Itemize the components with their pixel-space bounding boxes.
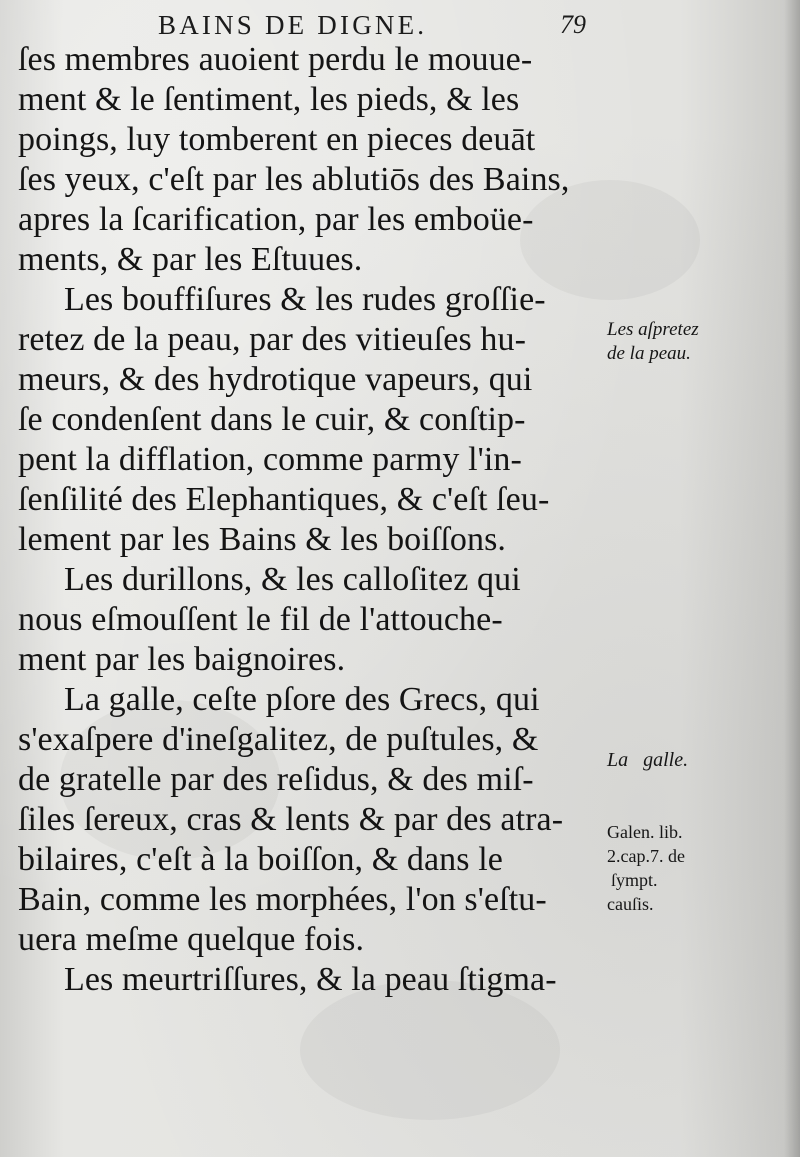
margin-note-galle <box>607 748 688 772</box>
body-text <box>18 40 598 1000</box>
text-line: lement par les Bains & les boiſſons. <box>18 521 507 558</box>
margin-note-line: ſympt. <box>611 870 658 890</box>
running-head: BAINS DE DIGNE. <box>158 10 428 40</box>
page-edge-shadow <box>784 0 800 1157</box>
text-line: poings, luy tomberent en pieces deuāt <box>18 121 536 158</box>
text-line: pent la difflation, comme parmy l'in- <box>18 441 522 478</box>
text-line: ſes yeux, c'eſt par les ablutiōs des Bains, <box>18 161 570 198</box>
text-line: retez de la peau, par des vitieuſes hu- <box>18 321 527 358</box>
text-line: s'exaſpere d'ineſgalitez, de puſtules, & <box>18 721 539 758</box>
text-line: bilaires, c'eſt à la boiſſon, & dans le <box>18 841 503 878</box>
paragraph-start-line: Les meurtriſſures, & la peau ſtigma- <box>64 961 557 998</box>
paragraph-start-line: Les durillons, & les calloſitez qui <box>64 561 521 598</box>
text-line: ſenſilité des Elephantiques, & c'eſt ſeu- <box>18 481 550 518</box>
margin-note-galen-reference <box>607 820 685 916</box>
margin-note-line: La galle. <box>607 749 689 771</box>
text-line: ſe condenſent dans le cuir, & conſtip- <box>18 401 526 438</box>
margin-note-asperites <box>607 318 699 366</box>
paper-stain <box>300 980 560 1120</box>
page-number: 79 <box>560 10 586 39</box>
text-line: Bain, comme les morphées, l'on s'eſtu- <box>18 881 547 918</box>
margin-note-line: cauſis. <box>607 894 654 914</box>
text-line: ments, & par les Eſtuues. <box>18 241 363 278</box>
paragraph-start-line: La galle, ceſte pſore des Grecs, qui <box>64 681 540 718</box>
page-header <box>150 6 610 40</box>
text-line: meurs, & des hydrotique vapeurs, qui <box>18 361 533 398</box>
text-line: apres la ſcarification, par les emboüe- <box>18 201 534 238</box>
margin-note-line: de la peau. <box>607 343 691 364</box>
text-line: ſiles ſereux, cras & lents & par des atra- <box>18 801 564 838</box>
text-line: nous eſmouſſent le fil de l'attouche- <box>18 601 503 638</box>
text-line: uera meſme quelque fois. <box>18 921 365 958</box>
text-line: de gratelle par des reſidus, & des miſ- <box>18 761 534 798</box>
paragraph-start-line: Les bouffiſures & les rudes groſſie- <box>64 281 546 318</box>
margin-note-line: Galen. lib. <box>607 822 683 842</box>
text-line: ment & le ſentiment, les pieds, & les <box>18 81 520 118</box>
margin-note-line: 2.cap.7. de <box>607 846 685 866</box>
text-line: ment par les baignoires. <box>18 641 346 678</box>
margin-note-line: Les aſpretez <box>607 319 699 340</box>
text-line: ſes membres auoient perdu le mouue- <box>18 41 533 78</box>
